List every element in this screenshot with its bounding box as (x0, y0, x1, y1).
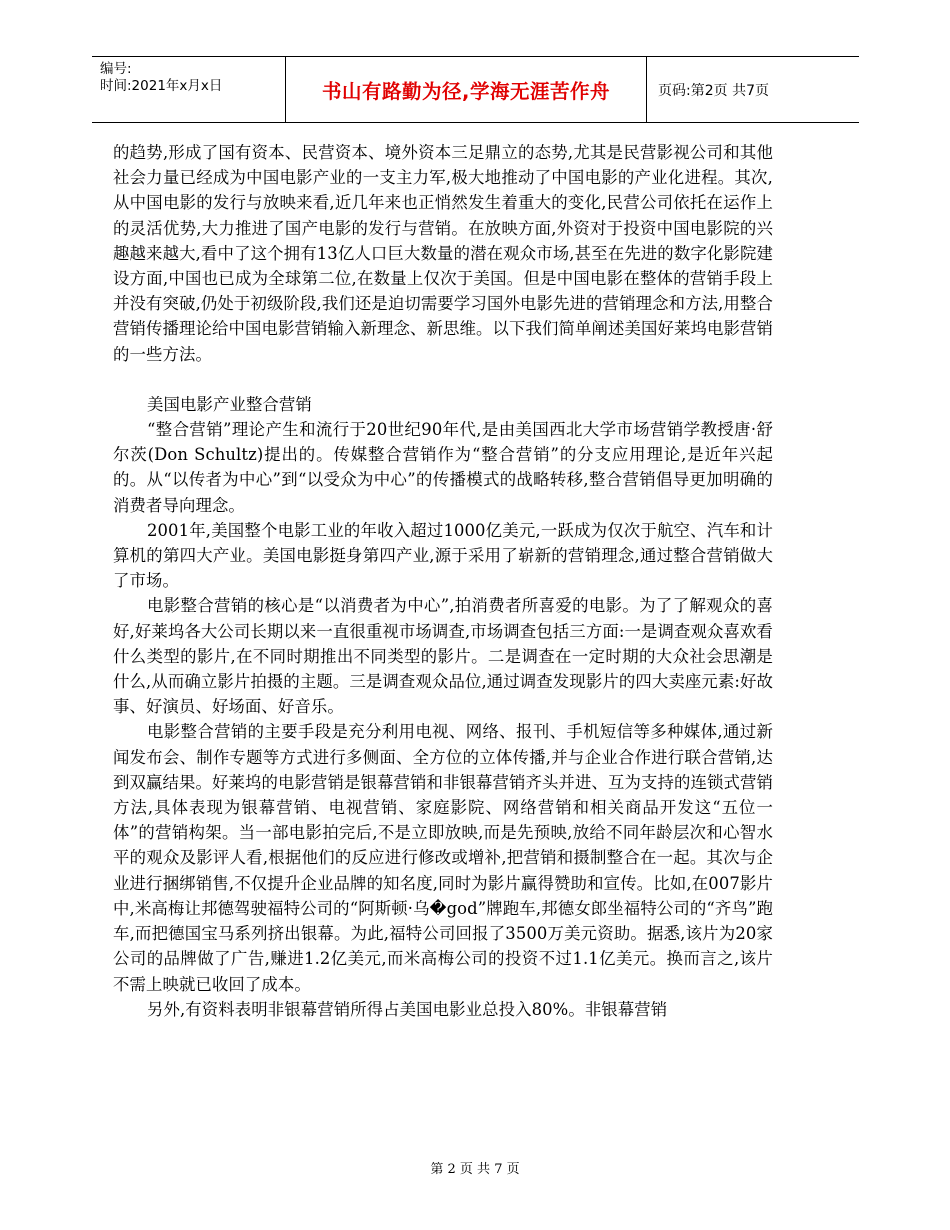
paragraph: 另外,有资料表明非银幕营销所得占美国电影业总投入80%。非银幕营销 (147, 999, 668, 1019)
paragraph: 2001年,美国整个电影工业的年收入超过1000亿美元,一跃成为仅次于航空、汽车和计算机的第四大产业。美国电影挺身第四产业,源于采用了崭新的营销理念,通过整合营销做大了市场。 (113, 520, 773, 591)
page-header (92, 56, 859, 123)
document-number-label: 编号: (100, 61, 132, 77)
paragraph: 的趋势,形成了国有资本、民营资本、境外资本三足鼎立的态势,尤其是民营影视公司和其他社会力量已经成为中国电影产业的一支主力军,极大地推动了中国电影的产业化进程。其次,从中国电影的发行与放映来看,近几年来也正悄然发生着重大的变化,民营公司依托在运作上的灵活优势,大力推进了国产电影的发行与营销。在放映方面,外资对于投资中国电影院的兴趣越来越大,看中了这个拥有13亿人口巨大数量的潜在观众市场,甚至在先进的数字化影院建设方面,中国也已成为全球第二位,在数量上仅次于美国。但是中国电影在整体的营销手段上并没有突破,仍处于初级阶段,我们还是迫切需要学习国外电影先进的营销理念和方法,用整合营销传播理论给中国电影营销输入新理念、新思维。以下我们简单阐述美国好莱坞电影营销的一些方法。 (113, 143, 773, 364)
page-footer: 第 2 页 共 7 页 (430, 1162, 520, 1177)
header-meta (92, 57, 285, 122)
paragraph: 电影整合营销的主要手段是充分利用电视、网络、报刊、手机短信等多种媒体,通过新闻发布会、制作专题等方式进行多侧面、全方位的立体传播,并与企业合作进行联合营销,达到双赢结果。好莱坞的电影营销是银幕营销和非银幕营销齐头并进、互为支持的连锁式营销方法,具体表现为银幕营销、电视营销、家庭影院、网络营销和相关商品开发这“五位一体”的营销构架。当一部电影拍完后,不是立即放映,而是先预映,放给不同年龄层次和心智水平的观众及影评人看,根据他们的反应进行修改或增补,把营销和摄制整合在一起。其次与企业进行捆绑销售,不仅提升企业品牌的知名度,同时为影片赢得赞助和宣传。比如,在007影片中,米高梅让邦德驾驶福特公司的“阿斯顿·乌�god”牌跑车,邦德女郎坐福特公司的“齐鸟”跑车,而把德国宝马系列挤出银幕。为此,福特公司回报了3500万美元资助。据悉,该片为20家公司的品牌做了广告,赚进1.2亿美元,而米高梅公司的投资不过1.1亿美元。换而言之,该片不需上映就已收回了成本。 (113, 722, 773, 994)
header-motto-cell (285, 57, 647, 122)
document-time-label: 时间:2021年x月x日 (100, 78, 223, 94)
paragraph: “整合营销”理论产生和流行于20世纪90年代,是由美国西北大学市场营销学教授唐·舒尔茨(Don Schultz)提出的。传媒整合营销作为“整合营销”的分支应用理论,是近年兴起的。从“以传者为中心”到“以受众为中心”的传播模式的战略转移,整合营销倡导更加明确的消费者导向理念。 (113, 420, 773, 515)
header-page-number: 页码:第2页 共7页 (658, 82, 769, 99)
document-body (113, 140, 773, 1022)
paragraph: 电影整合营销的核心是“以消费者为中心”,拍消费者所喜爱的电影。为了了解观众的喜好,好莱坞各大公司长期以来一直很重视市场调查,市场调查包括三方面:一是调查观众喜欢看什么类型的影片,在不同时期推出不同类型的影片。二是调查在一定时期的大众社会思潮是什么,从而确立影片拍摄的主题。三是调查观众品位,通过调查发现影片的四大卖座元素:好故事、好演员、好场面、好音乐。 (113, 596, 773, 717)
header-motto: 书山有路勤为径,学海无涯苦作舟 (322, 79, 610, 103)
section-heading: 美国电影产业整合营销 (147, 394, 312, 414)
